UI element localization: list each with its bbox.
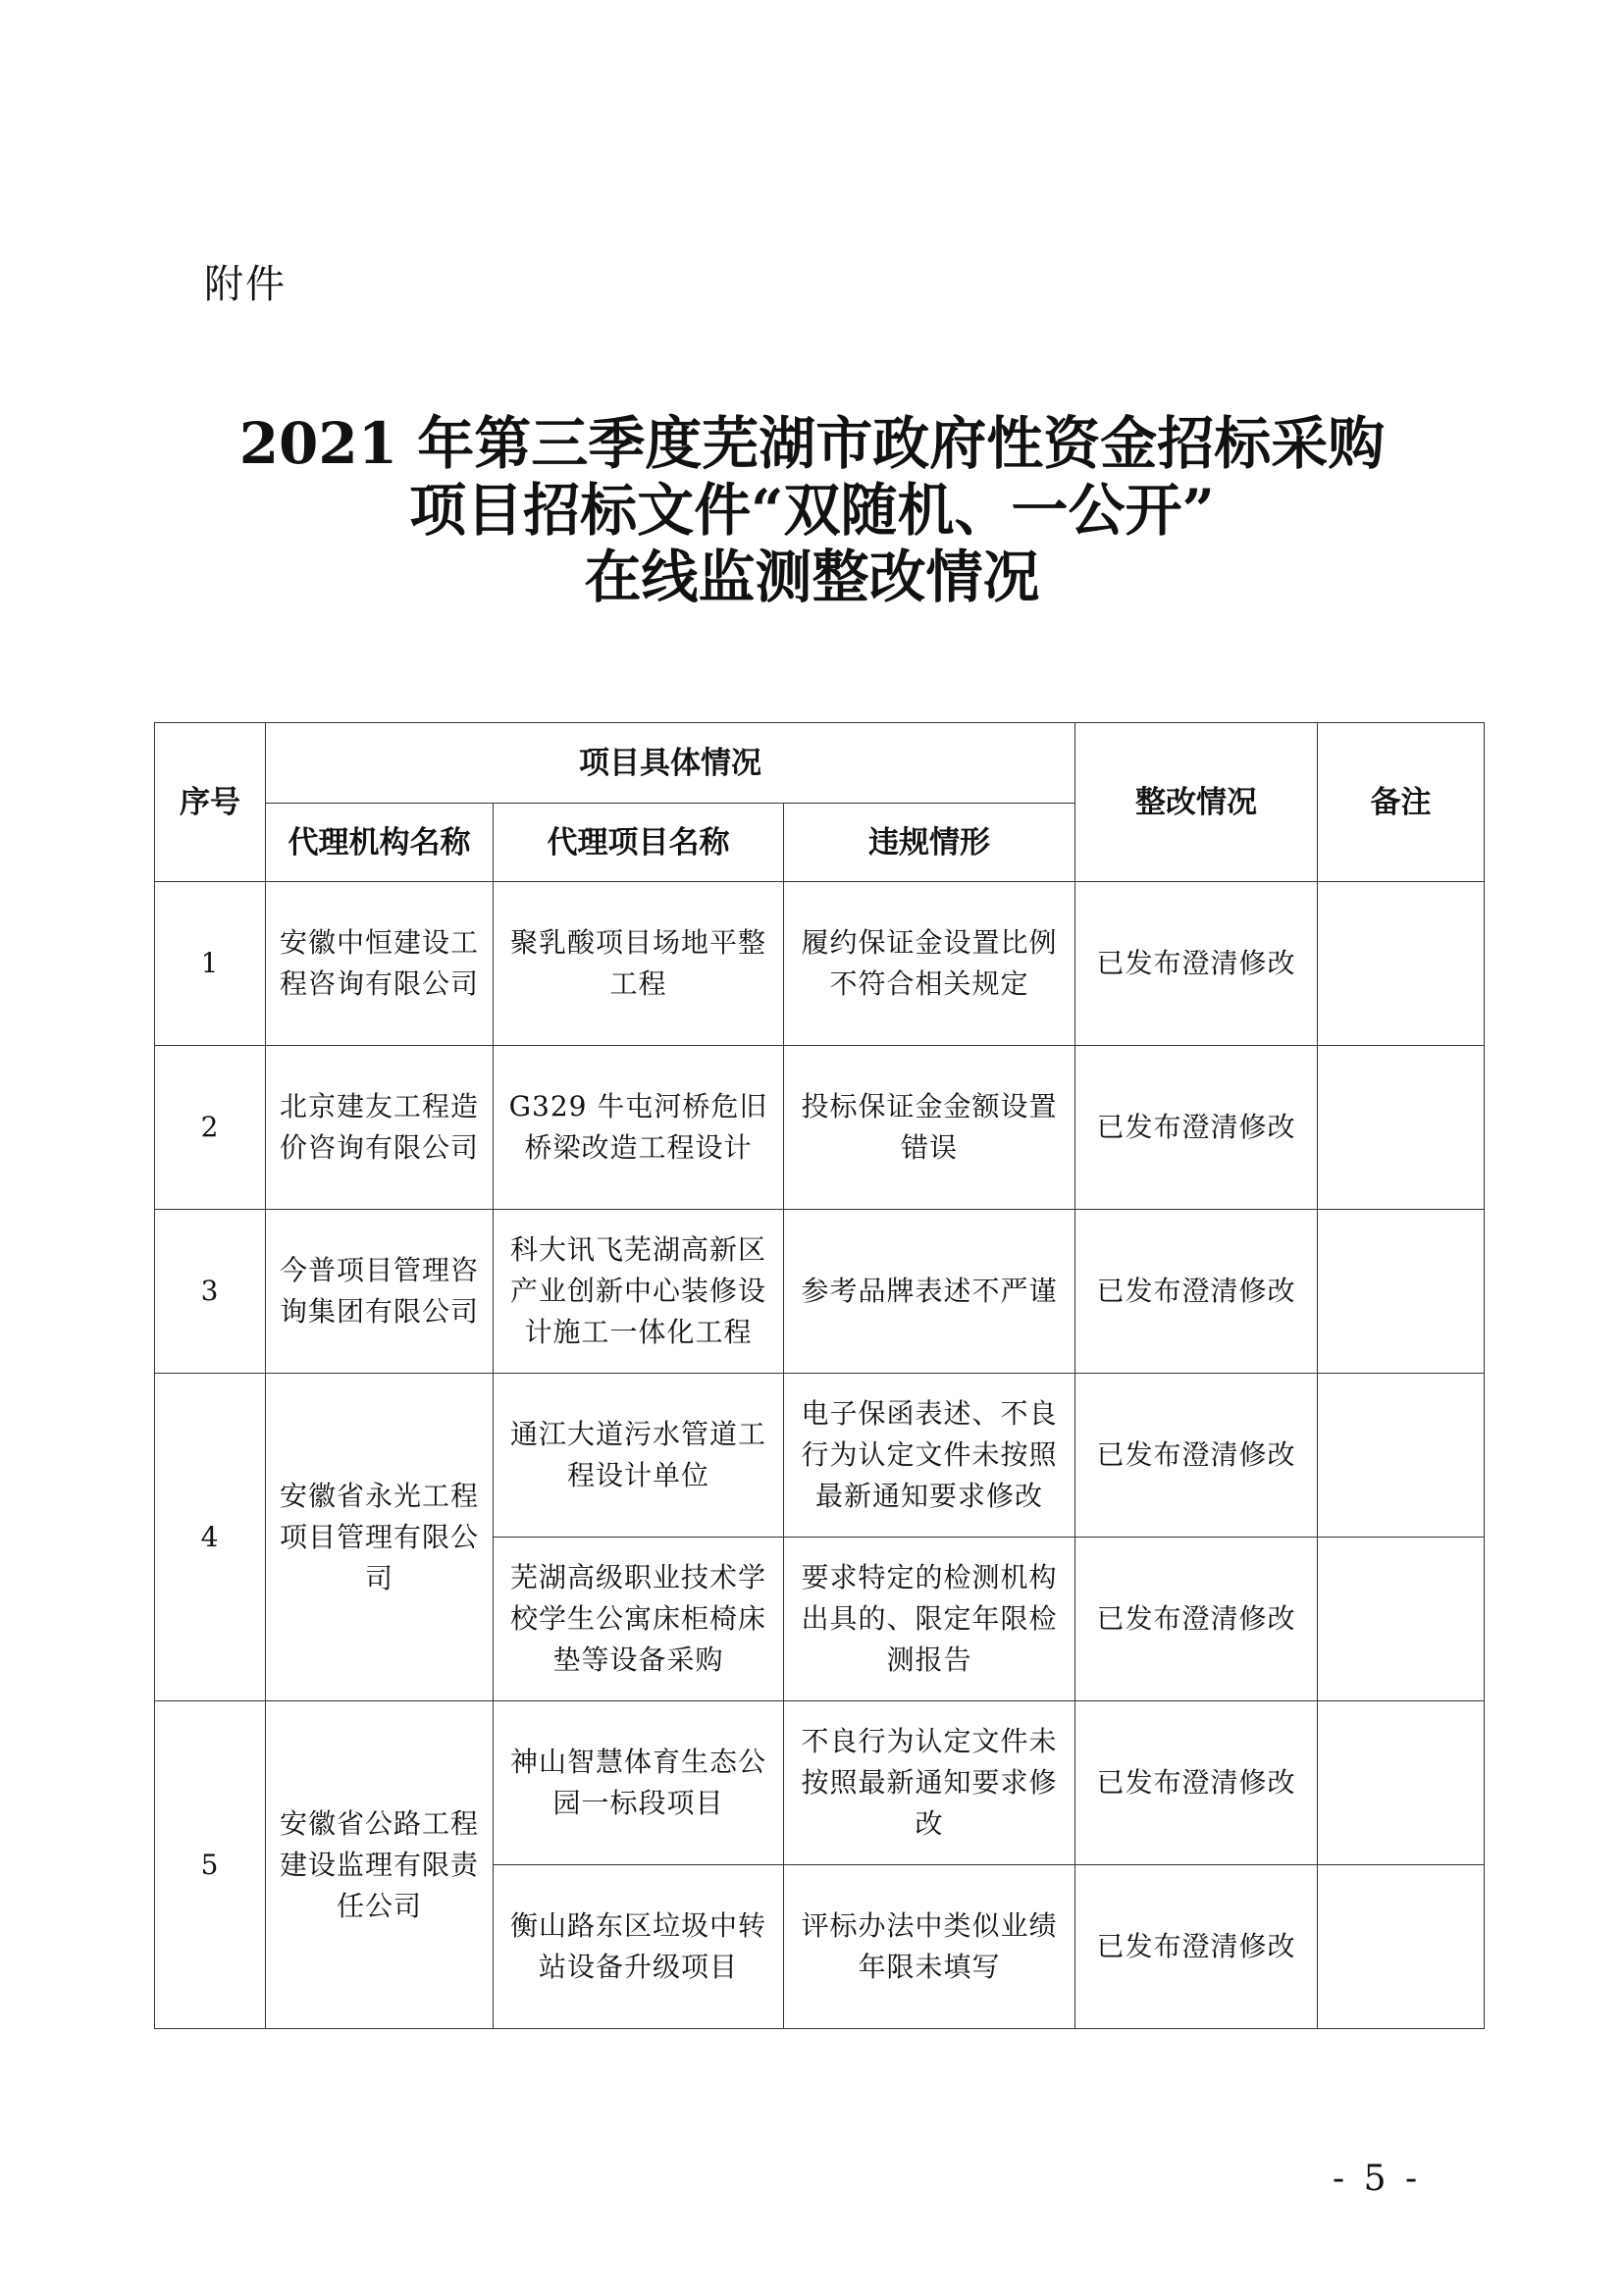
title-line-2: 项目招标文件“双随机、一公开” <box>409 477 1215 544</box>
cell-remarks <box>1318 1701 1485 1865</box>
cell-violation: 不良行为认定文件未按照最新通知要求修改 <box>784 1701 1075 1865</box>
cell-rectification: 已发布澄清修改 <box>1075 1538 1318 1701</box>
cell-seq: 2 <box>155 1046 266 1210</box>
cell-agency: 安徽省公路工程建设监理有限责任公司 <box>266 1701 494 2029</box>
cell-remarks <box>1318 882 1485 1046</box>
cell-violation: 要求特定的检测机构出具的、限定年限检测报告 <box>784 1538 1075 1701</box>
cell-violation: 参考品牌表述不严谨 <box>784 1210 1075 1374</box>
cell-project: 通江大道污水管道工程设计单位 <box>494 1374 784 1538</box>
rectification-table <box>154 722 1485 2029</box>
cell-remarks <box>1318 1210 1485 1374</box>
cell-agency: 今普项目管理咨询集团有限公司 <box>266 1210 494 1374</box>
cell-project: 芜湖高级职业技术学校学生公寓床柜椅床垫等设备采购 <box>494 1538 784 1701</box>
cell-seq: 5 <box>155 1701 266 2029</box>
cell-rectification: 已发布澄清修改 <box>1075 1046 1318 1210</box>
page-number: - 5 - <box>1333 2159 1422 2199</box>
cell-agency: 安徽省永光工程项目管理有限公司 <box>266 1374 494 1701</box>
table-row <box>155 1374 1485 1538</box>
cell-rectification: 已发布澄清修改 <box>1075 1865 1318 2029</box>
cell-seq: 4 <box>155 1374 266 1701</box>
cell-project: 衡山路东区垃圾中转站设备升级项目 <box>494 1865 784 2029</box>
cell-violation: 履约保证金设置比例不符合相关规定 <box>784 882 1075 1046</box>
cell-project: G329 牛屯河桥危旧桥梁改造工程设计 <box>494 1046 784 1210</box>
header-violation: 违规情形 <box>784 804 1075 882</box>
cell-violation: 投标保证金金额设置错误 <box>784 1046 1075 1210</box>
cell-project: 神山智慧体育生态公园一标段项目 <box>494 1701 784 1865</box>
cell-project: 科大讯飞芜湖高新区产业创新中心装修设计施工一体化工程 <box>494 1210 784 1374</box>
cell-remarks <box>1318 1046 1485 1210</box>
header-remarks: 备注 <box>1318 723 1485 882</box>
cell-rectification: 已发布澄清修改 <box>1075 882 1318 1046</box>
cell-agency: 安徽中恒建设工程咨询有限公司 <box>266 882 494 1046</box>
header-project: 代理项目名称 <box>494 804 784 882</box>
header-project-details: 项目具体情况 <box>266 723 1075 804</box>
cell-agency: 北京建友工程造价咨询有限公司 <box>266 1046 494 1210</box>
cell-seq: 1 <box>155 882 266 1046</box>
cell-remarks <box>1318 1865 1485 2029</box>
cell-project: 聚乳酸项目场地平整工程 <box>494 882 784 1046</box>
table-row <box>155 1701 1485 1865</box>
header-rectification: 整改情况 <box>1075 723 1318 882</box>
cell-rectification: 已发布澄清修改 <box>1075 1374 1318 1538</box>
table-header-row <box>155 723 1485 804</box>
table-row <box>155 1210 1485 1374</box>
table-row <box>155 1046 1485 1210</box>
cell-remarks <box>1318 1374 1485 1538</box>
title-line-1: 2021 年第三季度芜湖市政府性资金招标采购 <box>238 410 1386 477</box>
table-row <box>155 882 1485 1046</box>
document-title <box>0 410 1624 610</box>
cell-violation: 评标办法中类似业绩年限未填写 <box>784 1865 1075 2029</box>
cell-violation: 电子保函表述、不良行为认定文件未按照最新通知要求修改 <box>784 1374 1075 1538</box>
header-seq: 序号 <box>155 723 266 882</box>
title-line-3: 在线监测整改情况 <box>584 544 1040 610</box>
cell-rectification: 已发布澄清修改 <box>1075 1210 1318 1374</box>
cell-remarks <box>1318 1538 1485 1701</box>
cell-rectification: 已发布澄清修改 <box>1075 1701 1318 1865</box>
cell-seq: 3 <box>155 1210 266 1374</box>
attachment-label: 附件 <box>204 262 287 307</box>
header-agency: 代理机构名称 <box>266 804 494 882</box>
